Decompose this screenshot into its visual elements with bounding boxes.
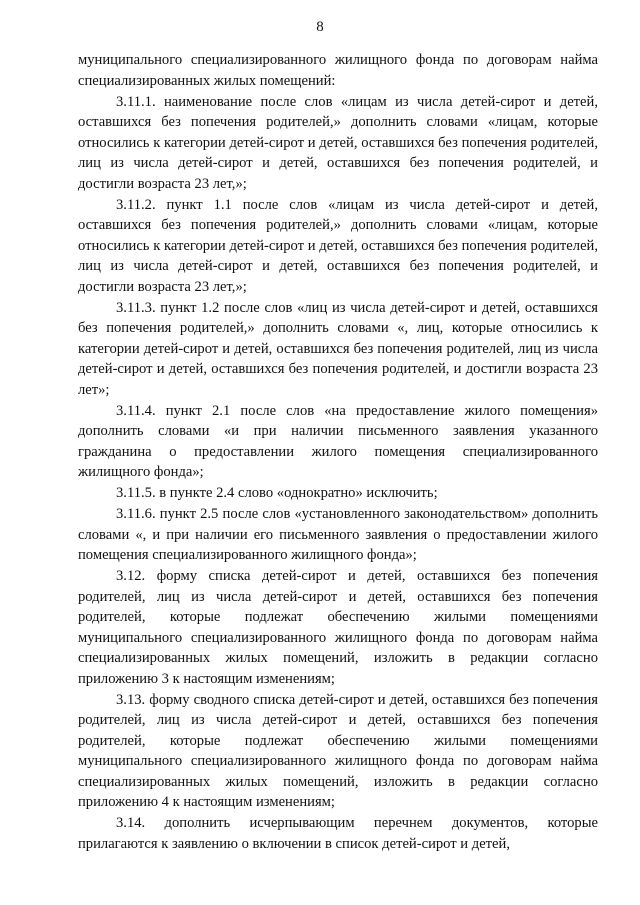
paragraph-3-14: 3.14. дополнить исчерпывающим перечнем документов, которые прилагаются к заявлению о включении в список детей-сирот и детей, — [78, 815, 598, 852]
paragraph-3-11-1: 3.11.1. наименование после слов «лицам из числа детей-сирот и детей, оставшихся без попечения родителей,» дополнить словами «лицам, которые относились к категории детей-сирот и детей, оставшихся без попечения родителей, лиц из числа детей-сирот и детей, оставшихся без попечения родителей, и достигли возраста 23 лет,»; — [78, 93, 598, 192]
page-number: 8 — [316, 19, 324, 35]
paragraph-continuation: муниципального специализированного жилищного фонда по договорам найма специализированных жилых помещений: — [78, 52, 598, 89]
paragraph-3-11-3: 3.11.3. пункт 1.2 после слов «лиц из числа детей-сирот и детей, оставшихся без попечения родителей,» дополнить словами «, лиц, которые относились к категории детей-сирот и детей, оставшихся без попечения родителей, лиц из числа детей-сирот и детей, оставшихся без попечения родителей, и достигли возраста 23 лет»; — [78, 299, 598, 398]
paragraph-3-11-4: 3.11.4. пункт 2.1 после слов «на предоставление жилого помещения» дополнить словами «и при наличии письменного заявления указанного гражданина о предоставлении жилого помещения специализированного жилищного фонда»; — [78, 402, 598, 480]
document-body — [78, 50, 598, 855]
paragraph-3-11-6: 3.11.6. пункт 2.5 после слов «установленного законодательством» дополнить словами «, и при наличии его письменного заявления о предоставлении жилого помещения специализированного жилищного фонда»; — [78, 506, 598, 563]
paragraph-3-11-2: 3.11.2. пункт 1.1 после слов «лицам из числа детей-сирот и детей, оставшихся без попечения родителей,» дополнить словами «лицам, которые относились к категории детей-сирот и детей, оставшихся без попечения родителей, лиц из числа детей-сирот и детей, оставшихся без попечения родителей, и достигли возраста 23 лет,»; — [78, 196, 598, 295]
paragraph-3-13: 3.13. форму сводного списка детей-сирот и детей, оставшихся без попечения родителей, лиц из числа детей-сирот и детей, оставшихся без попечения родителей, которые подлежат обеспечению жилыми помещениями муниципального специализированного жилищного фонда по договорам найма специализированных жилых помещений, изложить в редакции согласно приложению 4 к настоящим изменениям; — [78, 691, 598, 810]
paragraph-3-11-5: 3.11.5. в пункте 2.4 слово «однократно» исключить; — [116, 485, 438, 501]
paragraph-3-12: 3.12. форму списка детей-сирот и детей, оставшихся без попечения родителей, лиц из числа детей-сирот и детей, оставшихся без попечения родителей, которые подлежат обеспечению жилыми помещениями муниципального специализированного жилищного фонда по договорам найма специализированных жилых помещений, изложить в редакции согласно приложению 3 к настоящим изменениям; — [78, 568, 598, 687]
